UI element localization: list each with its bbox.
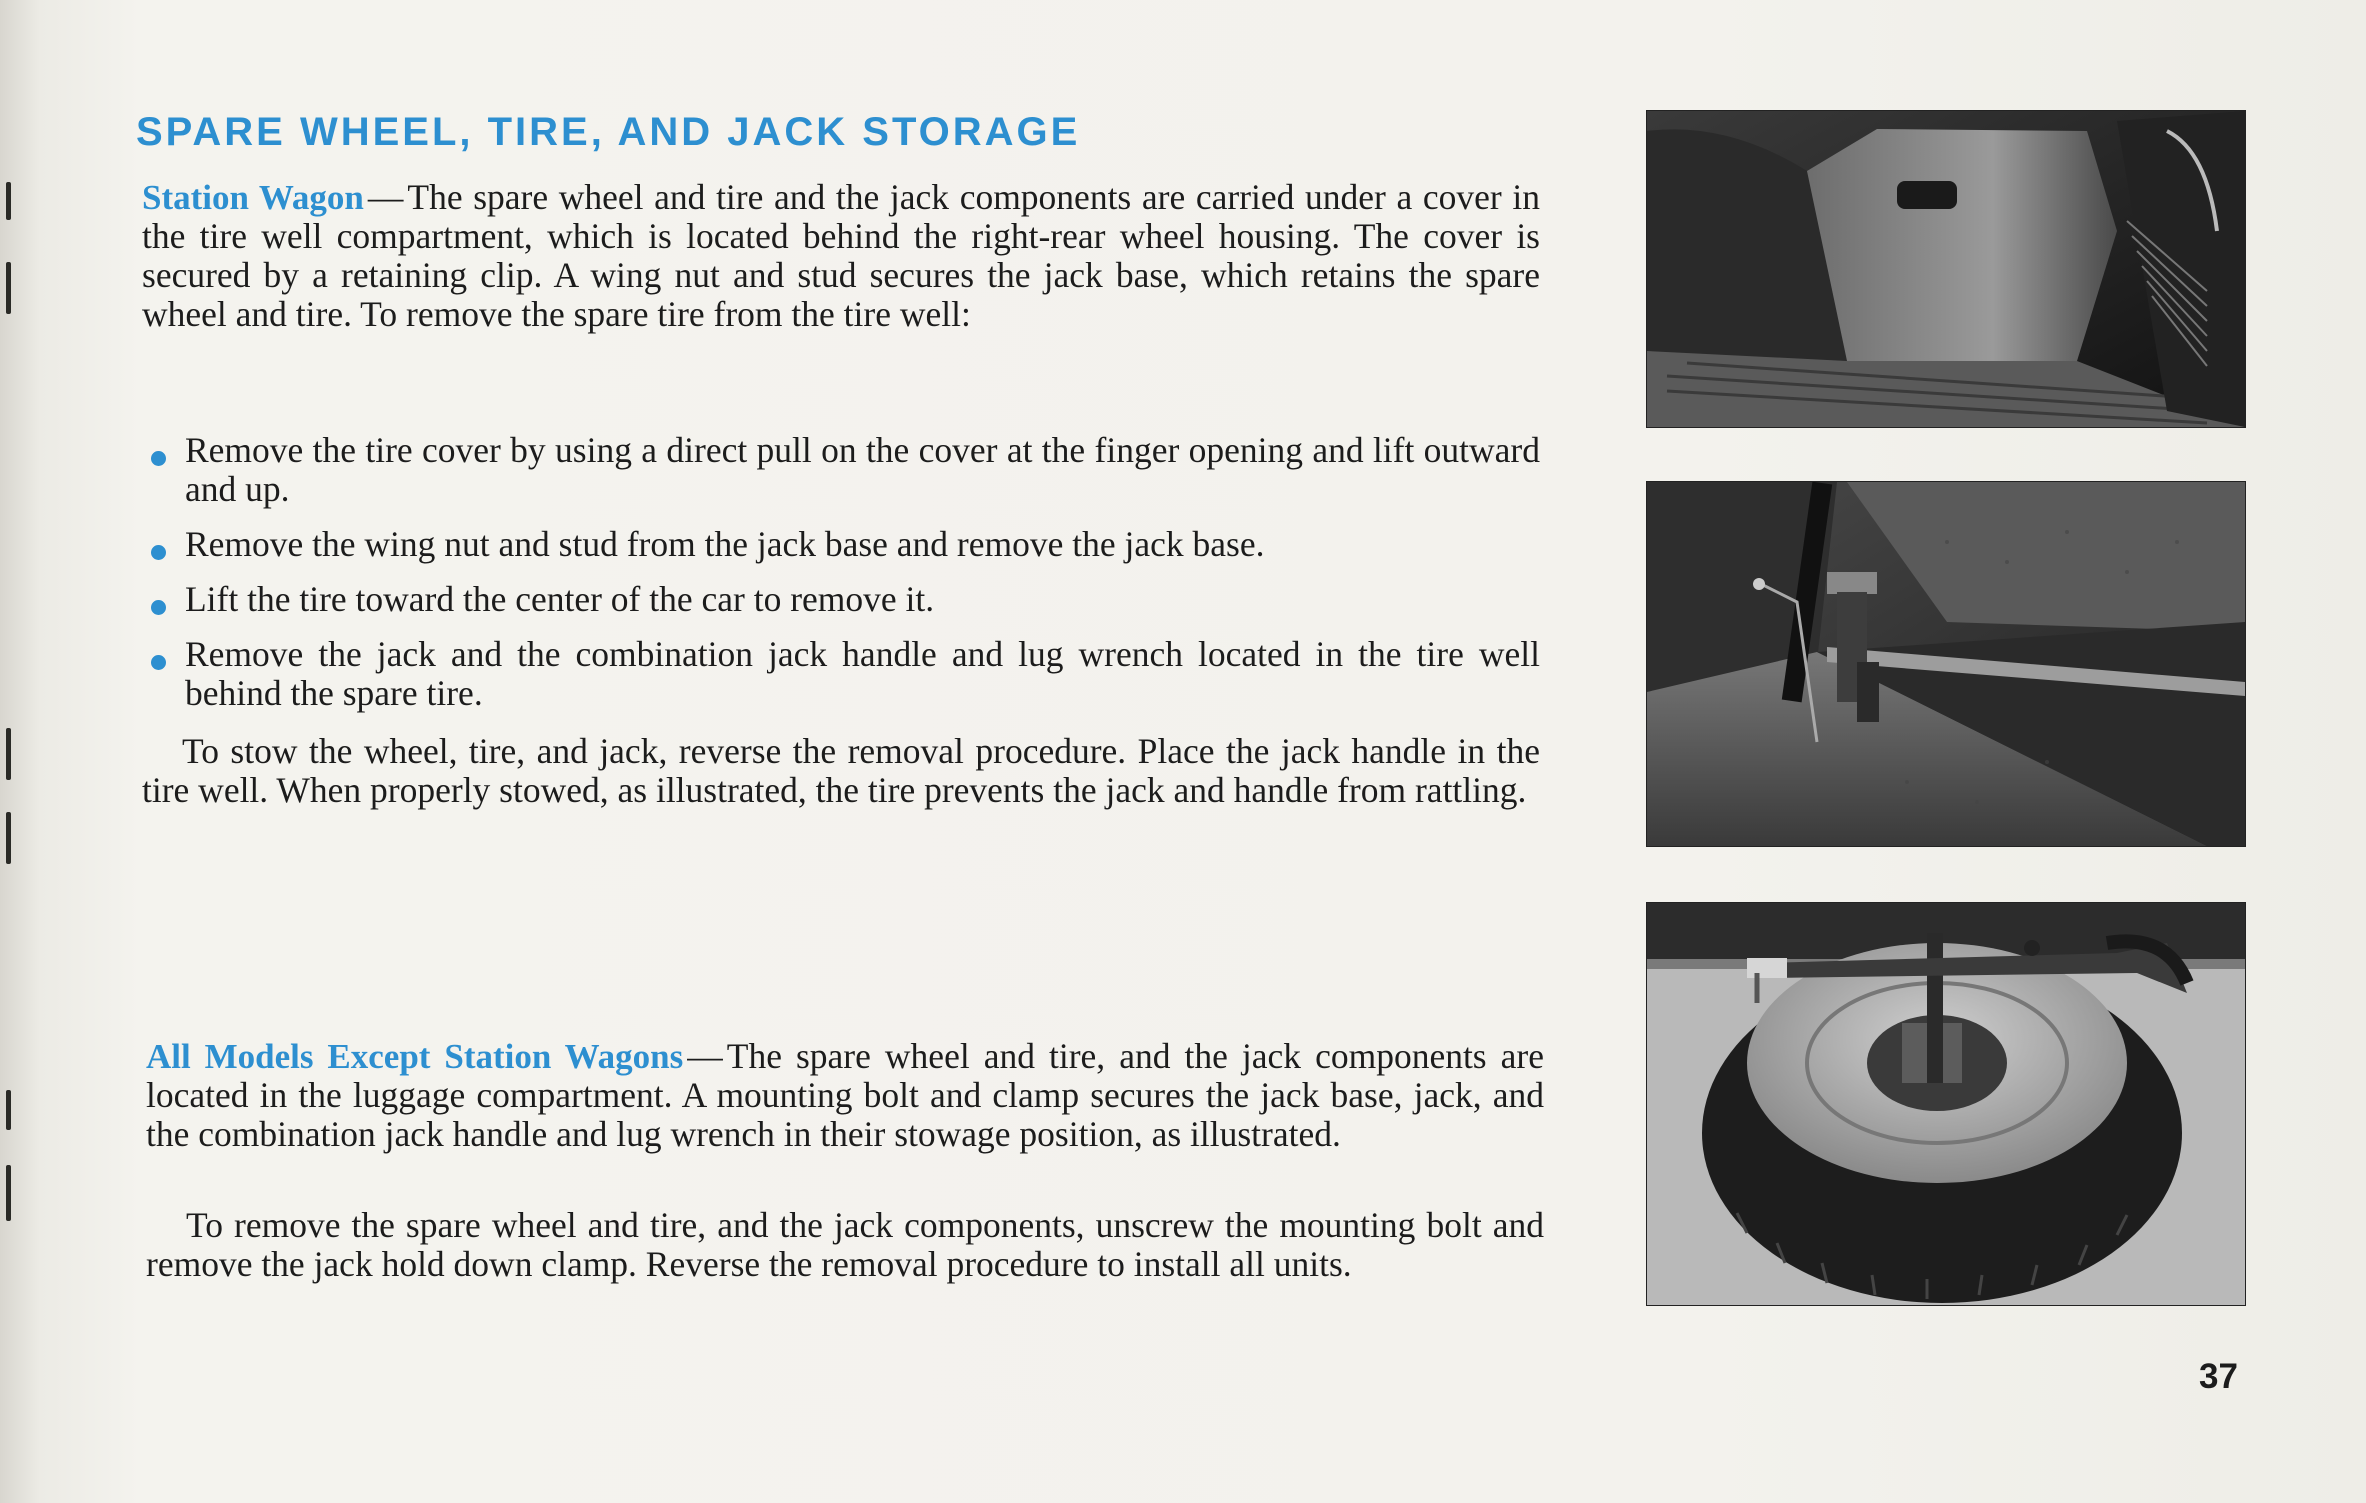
binding-mark <box>6 1165 11 1221</box>
binding-mark <box>6 182 11 220</box>
step-text: Remove the tire cover by using a direct pull on the cover at the finger opening and lift outward and up. <box>185 430 1540 509</box>
other-models-paragraph <box>146 1037 1544 1154</box>
step-text: Lift the tire toward the center of the car to remove it. <box>185 579 935 619</box>
bullet-icon <box>151 451 166 466</box>
binding-mark <box>6 262 11 314</box>
bullet-icon <box>151 545 166 560</box>
page-heading: SPARE WHEEL, TIRE, AND JACK STORAGE <box>136 110 1081 154</box>
station-wagon-lead: Station Wagon <box>142 178 364 217</box>
page-number: 37 <box>2199 1357 2238 1396</box>
removal-steps-list <box>145 431 1540 729</box>
other-models-text: The spare wheel and tire, and the jack components are located in the luggage compartment. A mounting bolt and clamp secures the jack base, jack, and the combination jack handle and lug wrench in their stowage position, as illustrated. <box>146 1036 1544 1154</box>
station-wagon-text: The spare wheel and tire and the jack components are carried under a cover in the tire well compartment, which is located behind the right-rear wheel housing. The cover is secured by a retaining clip. A wing nut and stud secures the jack base, which retains the spare wheel and tire. To remove the spare tire from the tire well: <box>142 177 1540 334</box>
binding-mark <box>6 812 11 864</box>
other-models-lead: All Models Except Station Wagons <box>146 1037 684 1076</box>
step-text: Remove the jack and the combination jack handle and lug wrench located in the tire well behind the spare tire. <box>185 634 1540 713</box>
stow-paragraph: To stow the wheel, tire, and jack, reverse the removal procedure. Place the jack handle in the tire well. When properly stowed, as illustrated, the tire prevents the jack and handle from rattling. <box>142 731 1540 810</box>
binding-mark <box>6 728 11 780</box>
step-text: Remove the wing nut and stud from the jack base and remove the jack base. <box>185 524 1265 564</box>
bullet-icon <box>151 655 166 670</box>
list-item <box>145 525 1540 564</box>
em-dash: — <box>367 177 404 217</box>
spare-tire-luggage-photo <box>1646 902 2246 1306</box>
remove-paragraph: To remove the spare wheel and tire, and the jack components, unscrew the mounting bolt and remove the jack hold down clamp. Reverse the removal procedure to install all units. <box>146 1205 1544 1284</box>
binding-mark <box>6 1090 11 1130</box>
em-dash: — <box>687 1036 723 1076</box>
list-item <box>145 580 1540 619</box>
tire-well-cover-photo <box>1646 110 2246 428</box>
list-item <box>145 431 1540 509</box>
station-wagon-paragraph <box>142 178 1540 334</box>
list-item <box>145 635 1540 713</box>
jack-in-tire-well-photo <box>1646 481 2246 847</box>
bullet-icon <box>151 600 166 615</box>
